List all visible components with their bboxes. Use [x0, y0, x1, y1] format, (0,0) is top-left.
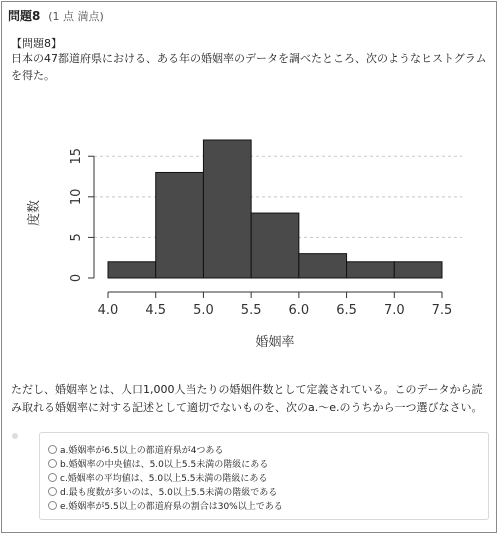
option-d[interactable]	[48, 486, 277, 500]
option-b-label: b.婚姻率の中央値は、5.0以上5.5未満の階級にある	[60, 460, 269, 470]
x-tick-label: 7.0	[383, 303, 405, 318]
x-tick-label: 5.0	[193, 303, 214, 318]
option-d-label: d.最も度数が多いのは、5.0以上5.5未満の階級である	[60, 488, 278, 498]
question-note: ただし、婚姻率とは、人口1,000人当たりの婚姻件数として定義されている。このデータから読み取れる婚姻率に対する記述として適切でないものを、次のa.〜e.のうちから一つ選びなさい。	[11, 383, 483, 414]
histogram-bar-5.5-6.0	[251, 213, 299, 278]
y-axis-label: 度数	[27, 199, 42, 227]
y-tick-label: 15	[69, 147, 84, 165]
option-a-label: a.婚姻率が6.5以上の都道府県が4つある	[60, 446, 224, 456]
chart-bars	[108, 140, 442, 278]
x-tick-label: 6.0	[288, 303, 310, 318]
option-e[interactable]	[48, 500, 283, 514]
radio-a[interactable]	[48, 445, 57, 454]
x-axis-label: 婚姻率	[255, 335, 295, 350]
question-header	[8, 7, 104, 24]
histogram-bar-4.0-4.5	[108, 262, 156, 278]
radio-d[interactable]	[48, 487, 57, 496]
option-a[interactable]	[48, 444, 223, 458]
option-e-label: e.婚姻率が5.5以上の都道府県の割合は30%以上である	[60, 502, 283, 512]
radio-e[interactable]	[48, 501, 57, 510]
question-title: 問題8	[8, 9, 41, 23]
options-box	[39, 432, 489, 520]
histogram-chart	[2, 120, 496, 360]
x-axis	[98, 292, 453, 318]
option-c[interactable]	[48, 472, 267, 486]
question-score: (1 点 満点)	[48, 10, 104, 23]
status-dot	[12, 433, 18, 439]
x-tick-label: 4.5	[145, 303, 167, 318]
radio-b[interactable]	[48, 459, 57, 468]
histogram-bar-6.0-6.5	[299, 254, 347, 278]
question-panel	[1, 1, 497, 533]
y-tick-label: 0	[69, 273, 84, 283]
radio-c[interactable]	[48, 473, 57, 482]
option-c-label: c.婚姻率の平均値は、5.0以上5.5未満の階級にある	[60, 474, 268, 484]
x-tick-label: 7.5	[431, 303, 453, 318]
histogram-bar-6.5-7.0	[347, 262, 395, 278]
x-tick-label: 4.0	[97, 303, 119, 318]
x-tick-label: 5.5	[240, 303, 262, 318]
histogram-bar-7.0-7.5	[394, 262, 442, 278]
y-tick-label: 10	[69, 188, 84, 206]
x-tick-label: 6.5	[336, 303, 357, 318]
y-tick-label: 5	[69, 233, 84, 242]
y-axis	[69, 148, 94, 282]
question-tag: 【問題8】	[11, 37, 62, 50]
question-text: 日本の47都道府県における、ある年の婚姻率のデータを調べたところ、次のようなヒストグラムを得た。	[11, 52, 487, 82]
histogram-bar-4.5-5.0	[156, 172, 204, 278]
histogram-bar-5.0-5.5	[203, 140, 251, 278]
option-b[interactable]	[48, 458, 268, 472]
